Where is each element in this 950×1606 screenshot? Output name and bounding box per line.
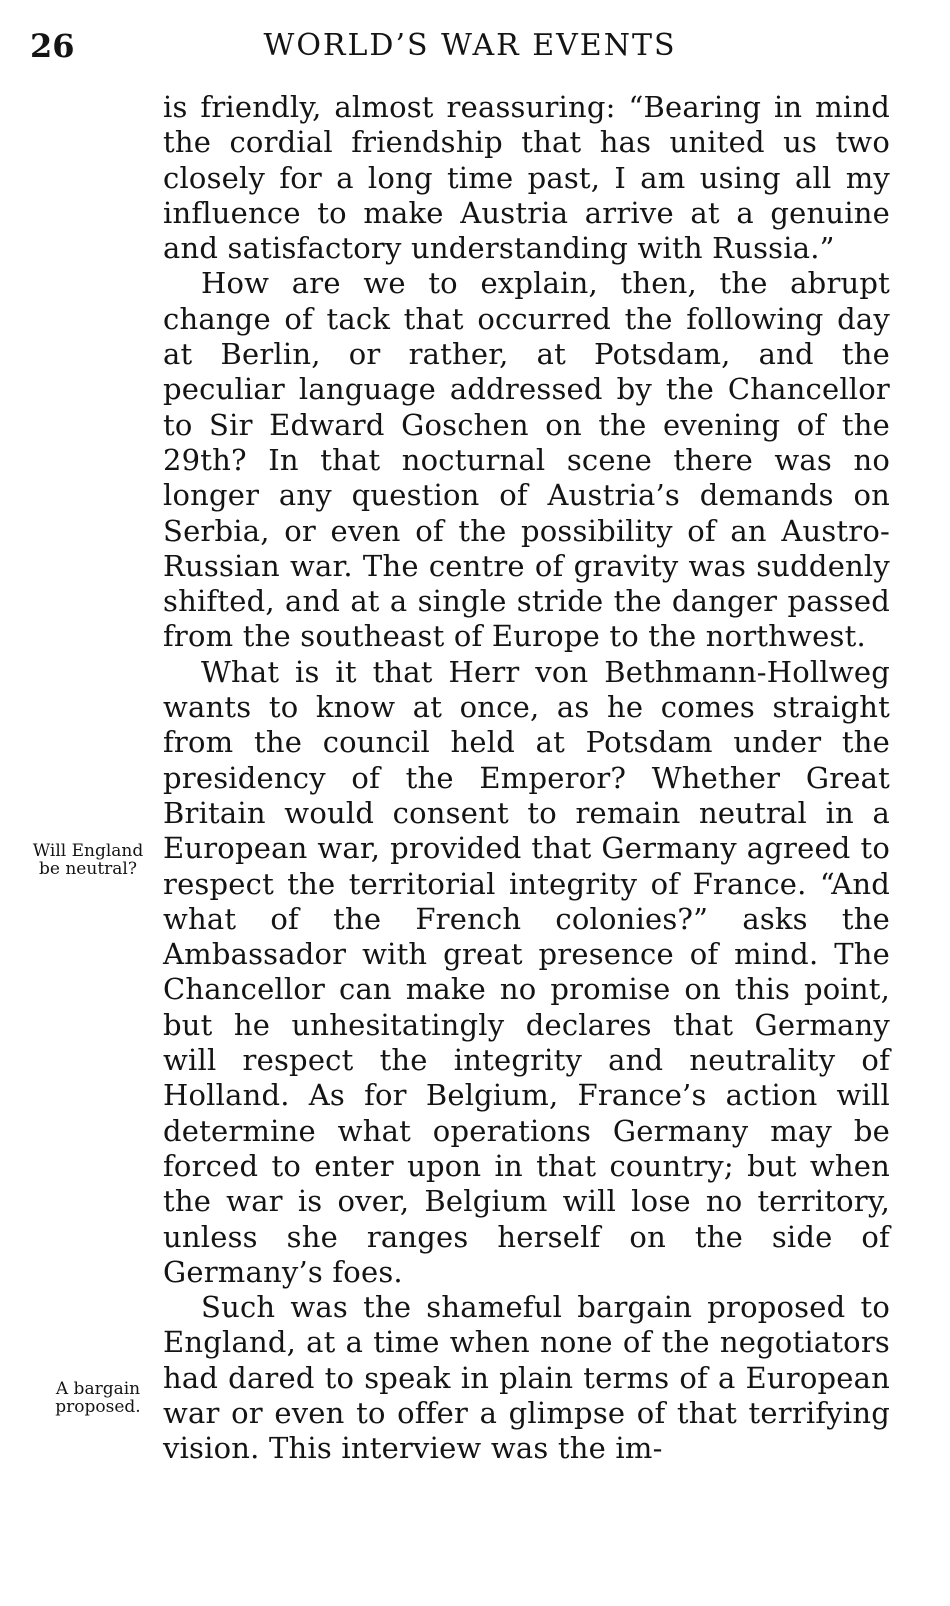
- paragraph-3: What is it that Herr von Bethmann-Hollweg wants to know at once, as he comes straight from the council held at Potsdam under the presidency of the Emperor? Whether Great Britain would consent to remain neutral in a European war, provided that Germany agreed to respect the territorial integrity of France. “And what of the French colonies?” asks the Ambassador with great presence of mind. The Chancellor can make no promise on this point, but he unhesitatingly declares that Germany will respect the integrity and neutrality of Holland. As for Belgium, France’s action will determine what operations Germany may be forced to enter upon in that country; but when the war is over, Belgium will lose no territory, unless she ranges herself on the side of Germany’s foes.: [163, 654, 890, 1289]
- paragraph-4: Such was the shameful bargain proposed to England, at a time when none of the negotiators had dared to speak in plain terms of a European war or even to offer a glimpse of that terrifying vision. This interview was the im-: [163, 1290, 890, 1466]
- sidenote-will-england-be-neutral: Will England be neutral?: [32, 841, 144, 879]
- body-text: [163, 90, 890, 1467]
- paragraph-2: How are we to explain, then, the abrupt change of tack that occurred the following day at Berlin, or rather, at Potsdam, and the peculiar language addressed by the Chancellor to Sir Edward Goschen on the evening of the 29th? In that nocturnal scene there was no longer any question of Austria’s demands on Serbia, or even of the possibility of an Austro-Russian war. The centre of gravity was suddenly shifted, and at a single stride the danger passed from the southeast of Europe to the northwest.: [163, 266, 890, 654]
- running-head: WORLD’S WAR EVENTS: [263, 28, 677, 63]
- sidenote-a-bargain-proposed: A bargain proposed.: [55, 1379, 141, 1417]
- paragraph-1: is friendly, almost reassuring: “Bearing in mind the cordial friendship that has united us two closely for a long time past, I am using all my influence to make Austria arrive at a genuine and satisfactory understanding with Russia.”: [163, 90, 890, 266]
- page-number: 26: [30, 27, 75, 65]
